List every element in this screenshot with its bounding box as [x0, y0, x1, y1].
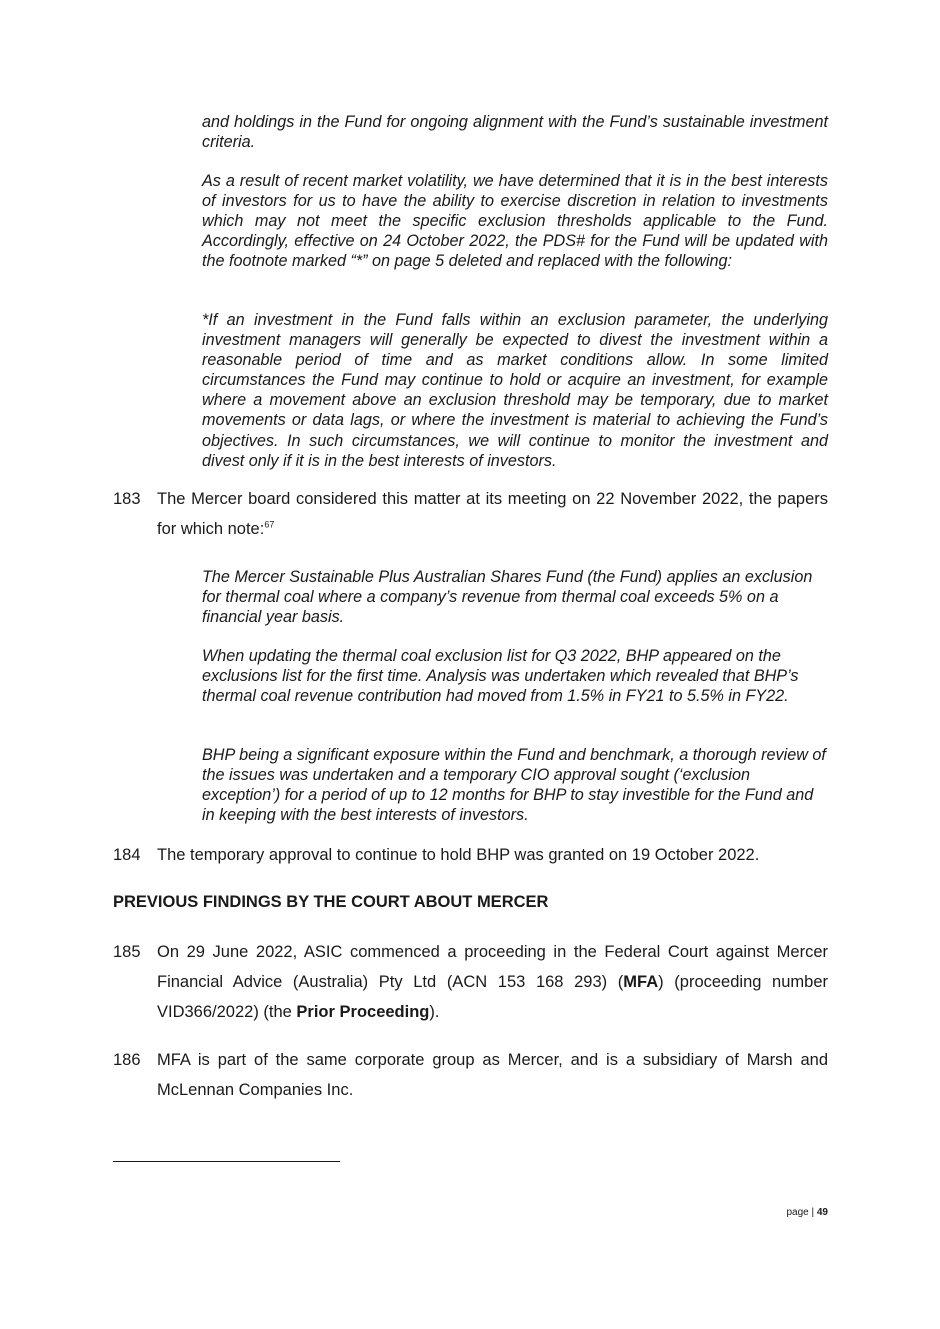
paragraph-text — [157, 937, 828, 1027]
paragraph-number: 184 — [113, 846, 141, 864]
footnote-reference[interactable]: 67 — [264, 519, 275, 530]
paragraph-number: 183 — [113, 490, 141, 508]
paragraph-number: 185 — [113, 943, 141, 961]
page-label: page | — [786, 1207, 817, 1218]
text-segment: On 29 June 2022, ASIC commenced a proceeding in the Federal Court against Mercer Financial Advice (Australia) Pty Ltd (ACN 153 168 293) ( — [157, 943, 828, 991]
defined-term: MFA — [623, 973, 659, 991]
quote-paragraph: and holdings in the Fund for ongoing alignment with the Fund’s sustainable investment criteria. — [202, 113, 828, 152]
quote-paragraph: *If an investment in the Fund falls within an exclusion parameter, the underlying investment managers will generally be expected to divest the investment within a reasonable period of time and as market conditions allow. In some limited circumstances the Fund may continue to hold or acquire an investment, for example where a movement above an exclusion threshold may be temporary, due to market movements or data lags, or where the investment is material to achieving the Fund’s objectives. In such circumstances, we will continue to monitor the investment and divest only if it is in the best interests of investors. — [202, 311, 828, 470]
paragraph-185 — [113, 937, 828, 1027]
quote-paragraph: The Mercer Sustainable Plus Australian Shares Fund (the Fund) applies an exclusion for thermal coal where a company’s revenue from thermal coal exceeds 5% on a financial year basis. — [202, 568, 813, 627]
quote-paragraph: As a result of recent market volatility, we have determined that it is in the best interests of investors for us to have the ability to exercise discretion in relation to investments which may not meet the specific exclusion thresholds applicable to the Fund. Accordingly, effective on 24 October 2022, the PDS# for the Fund will be updated with the footnote marked “*” on page 5 deleted and replaced with the following: — [202, 172, 828, 271]
text-segment: ). — [429, 1003, 440, 1021]
paragraph-text: The temporary approval to continue to hold BHP was granted on 19 October 2022. — [157, 846, 760, 864]
paragraph-184 — [113, 840, 828, 870]
section-heading: PREVIOUS FINDINGS BY THE COURT ABOUT MERCER — [113, 893, 549, 911]
page-number — [760, 1206, 828, 1220]
paragraph-text — [157, 484, 828, 544]
footnote-separator — [113, 1161, 340, 1162]
text-segment: ) (proceeding number VID366/2022) (the — [157, 973, 829, 1021]
page-number-value: 49 — [816, 1207, 828, 1218]
paragraph-186 — [113, 1045, 828, 1105]
defined-term: Prior Proceeding — [296, 1003, 430, 1021]
paragraph-number: 186 — [113, 1051, 141, 1069]
quote-paragraph: BHP being a significant exposure within the Fund and benchmark, a thorough review of the issues was undertaken and a temporary CIO approval sought (‘exclusion exception’) for a period of up to 12 months for BHP to stay investible for the Fund and in keeping with the best interests of investors. — [202, 746, 826, 825]
quote-paragraph: When updating the thermal coal exclusion list for Q3 2022, BHP appeared on the exclusions list for the first time. Analysis was undertaken which revealed that BHP’s thermal coal revenue contribution had moved from 1.5% in FY21 to 5.5% in FY22. — [202, 647, 799, 706]
paragraph-183 — [113, 484, 828, 544]
paragraph-text: MFA is part of the same corporate group as Mercer, and is a subsidiary of Marsh and McLennan Companies Inc. — [157, 1051, 828, 1099]
paragraph-body: The Mercer board considered this matter at its meeting on 22 November 2022, the papers for which note: — [157, 490, 828, 538]
